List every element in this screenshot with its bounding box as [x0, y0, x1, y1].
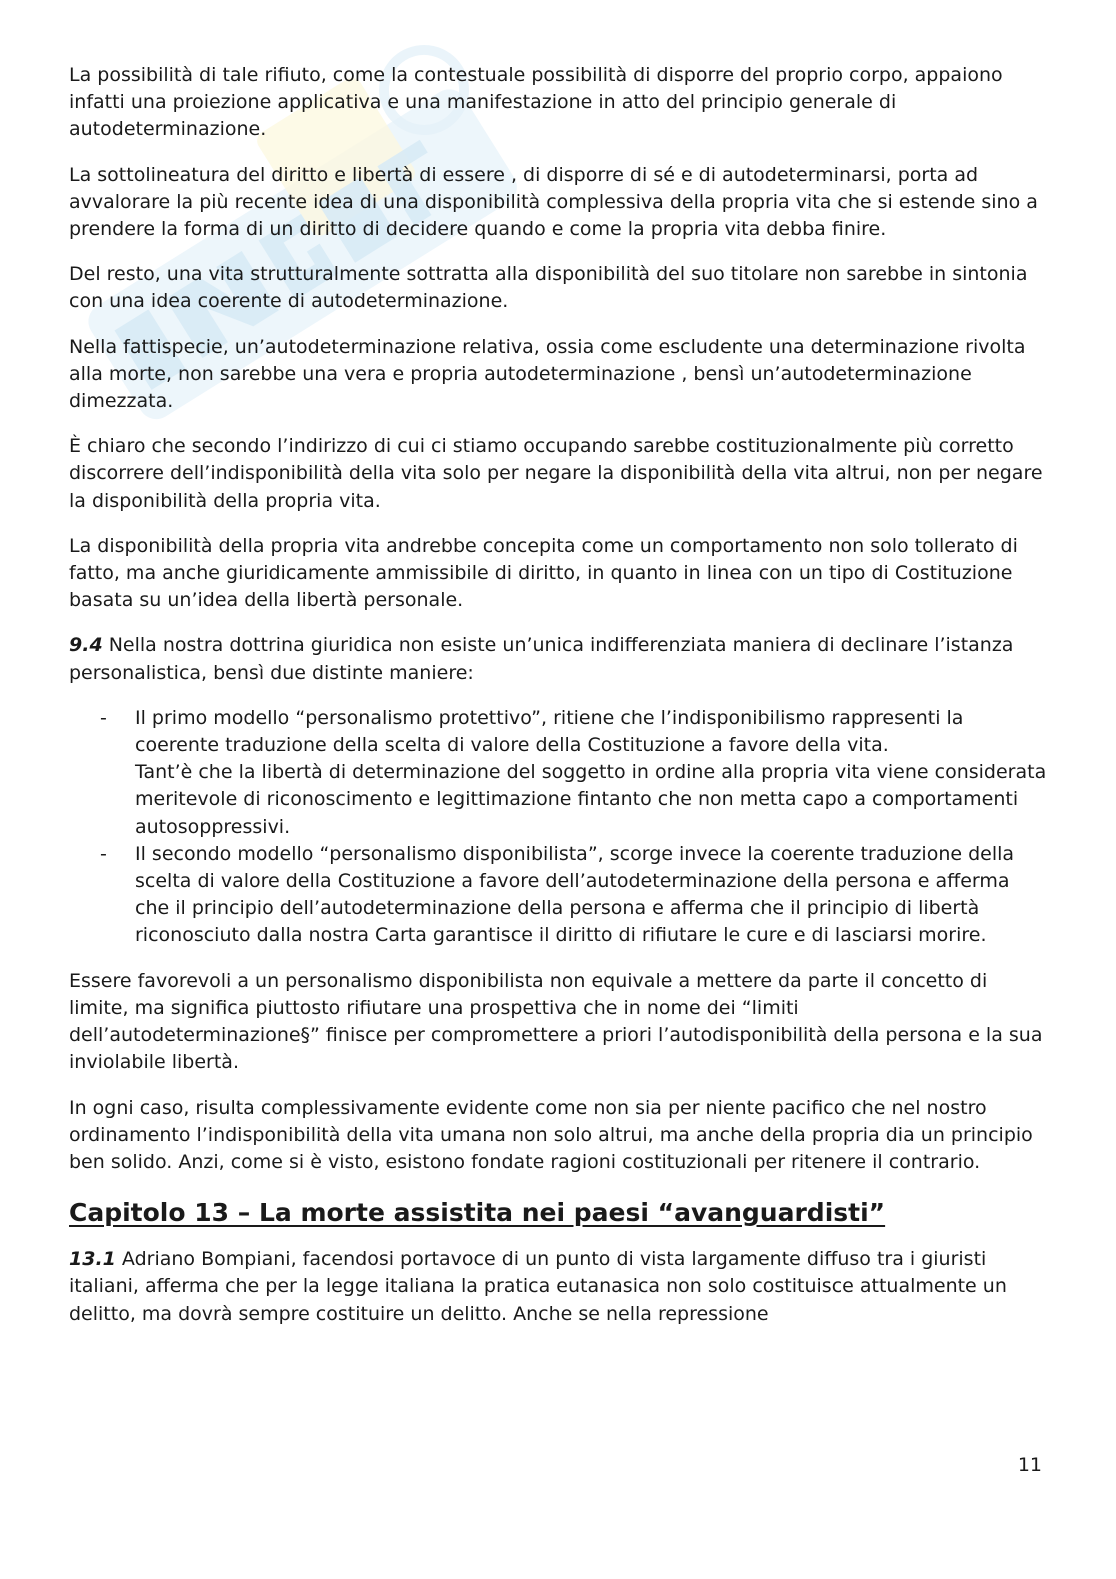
- paragraph: Del resto, una vita strutturalmente sottratta alla disponibilità del suo titolare non sarebbe in sintonia con una idea coerente di autodeterminazione.: [69, 263, 1028, 313]
- list-item-text: Il primo modello “personalismo protettivo”, ritiene che l’indisponibilismo rappresenti la coerente traduzione della scelta di valore della Costituzione a favore della vita.: [135, 706, 964, 757]
- list-item-text: Tant’è che la libertà di determinazione del soggetto in ordine alla propria vita viene considerata meritevole di riconoscimento e legittimazione fintanto che non metta capo a comportamenti autosoppressivi.: [135, 761, 1047, 838]
- bullet-list: [69, 705, 1049, 950]
- section-text: Nella nostra dottrina giuridica non esiste un’unica indifferenziata maniera di declinare l’istanza personalistica, bensì due distinte maniere:: [69, 634, 1014, 684]
- list-item: [69, 841, 1049, 950]
- paragraph: Nella fattispecie, un’autodeterminazione relativa, ossia come escludente una determinazione rivolta alla morte, non sarebbe una vera e propria autodeterminazione , bensì un’autodeterminazione dimezzata.: [69, 335, 1026, 413]
- paragraph: La possibilità di tale rifiuto, come la contestuale possibilità di disporre del proprio corpo, appaiono infatti una proiezione applicativa e una manifestazione in atto del principio generale di autodeterminazione.: [69, 64, 1003, 141]
- chapter-title: Capitolo 13 – La morte assistita nei paesi “avanguardisti”: [69, 1198, 886, 1228]
- section-number: 9.4: [69, 634, 103, 657]
- paragraph: La sottolineatura del diritto e libertà di essere , di disporre di sé e di autodeterminarsi, porta ad avvalorare la più recente idea di una disponibilità complessiva della propria vita che si estende sino a prendere la forma di un diritto di decidere quando e come la propria vita debba finire.: [69, 163, 1038, 241]
- document-page: [69, 62, 1049, 1346]
- bullet-dash: -: [100, 706, 107, 729]
- paragraph: In ogni caso, risulta complessivamente evidente come non sia per niente pacifico che nel nostro ordinamento l’indisponibilità della vita umana non solo altrui, ma anche della propria dia un principio ben solido. Anzi, come si è visto, esistono fondate ragioni costituzionali per ritenere il contrario.: [69, 1096, 1033, 1173]
- bullet-dash: -: [100, 842, 107, 865]
- page-number: 11: [1017, 1454, 1042, 1476]
- paragraph: È chiaro che secondo l’indirizzo di cui ci stiamo occupando sarebbe costituzionalmente più corretto discorrere dell’indisponibilità della vita solo per negare la disponibilità della vita altrui, non per negare la disponibilità della propria vita.: [69, 435, 1043, 512]
- section-number: 13.1: [69, 1248, 116, 1271]
- section-text: Adriano Bompiani, facendosi portavoce di un punto di vista largamente diffuso tra i giuristi italiani, afferma che per la legge italiana la pratica eutanasica non solo costituisce attualmente un delitto, ma dovrà sempre costituire un delitto. Anche se nella repressione: [69, 1248, 1007, 1325]
- list-item-text: Il secondo modello “personalismo disponibilista”, scorge invece la coerente traduzione della scelta di valore della Costituzione a favore dell’autodeterminazione della persona e afferma che il principio dell’autodeterminazione della persona e afferma che il principio di libertà riconosciuto dalla nostra Carta garantisce il diritto di rifiutare le cure e di lasciarsi morire.: [135, 842, 1015, 947]
- paragraph: Essere favorevoli a un personalismo disponibilista non equivale a mettere da parte il concetto di limite, ma significa piuttosto rifiutare una prospettiva che in nome dei “limiti dell’autodeterminazione§” finisce per compromettere a priori l’autodisponibilità della persona e la sua inviolabile libertà.: [69, 969, 1043, 1074]
- section-13-1-paragraph: [69, 1246, 1049, 1328]
- paragraph: La disponibilità della propria vita andrebbe concepita come un comportamento non solo tollerato di fatto, ma anche giuridicamente ammissibile di diritto, in quanto in linea con un tipo di Costituzione basata su un’idea della libertà personale.: [69, 534, 1018, 612]
- section-9-4-paragraph: [69, 632, 1049, 686]
- list-item: [69, 705, 1049, 841]
